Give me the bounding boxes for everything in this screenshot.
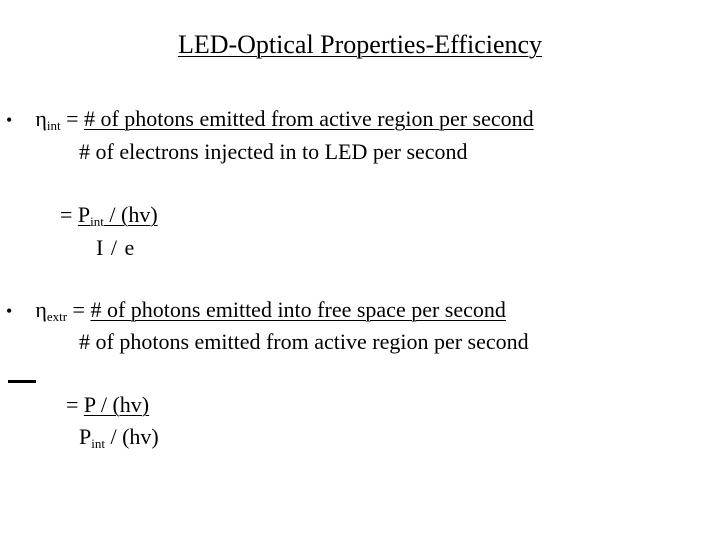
current-over-charge: I / e [96, 235, 136, 260]
over-hv: / (hv) [104, 424, 159, 449]
p-symbol: P [79, 424, 92, 449]
eta-int-definition [6, 106, 534, 133]
eta-extr-denominator: # of photons emitted from active region per second [79, 329, 529, 354]
p-int-subscript: int [90, 214, 104, 229]
pint-over-hv-denominator [79, 424, 159, 450]
eta-extr-power-ratio [66, 392, 149, 418]
equals-sign: = [67, 297, 91, 322]
p-symbol: P [77, 202, 91, 227]
eta-symbol: η [35, 106, 47, 131]
bullet-icon: • [6, 301, 13, 321]
dash-mark [8, 380, 36, 383]
equals-sign: = [60, 106, 84, 131]
page-title [0, 30, 720, 60]
title-text: LED-Optical Properties-Efficiency [177, 30, 543, 59]
eta-int-denominator: # of electrons injected in to LED per second [79, 139, 468, 164]
eta-symbol: η [35, 297, 47, 322]
eta-extr-definition [6, 297, 506, 324]
eta-int-power-ratio [60, 202, 158, 228]
eta-extr-numerator: # of photons emitted into free space per second [90, 297, 506, 322]
bullet-icon: • [6, 110, 13, 130]
eta-int-subscript: int [46, 118, 61, 133]
eta-int-numerator: # of photons emitted from active region per second [83, 106, 534, 131]
p-over-hv: P / (hv) [83, 392, 150, 417]
p-int-subscript: int [91, 436, 105, 451]
equals-prefix: = [66, 392, 84, 417]
over-hv: / (hv) [103, 202, 158, 227]
equals-prefix: = [60, 202, 78, 227]
eta-extr-subscript: extr [46, 309, 68, 324]
pint-over-hv [78, 202, 158, 227]
